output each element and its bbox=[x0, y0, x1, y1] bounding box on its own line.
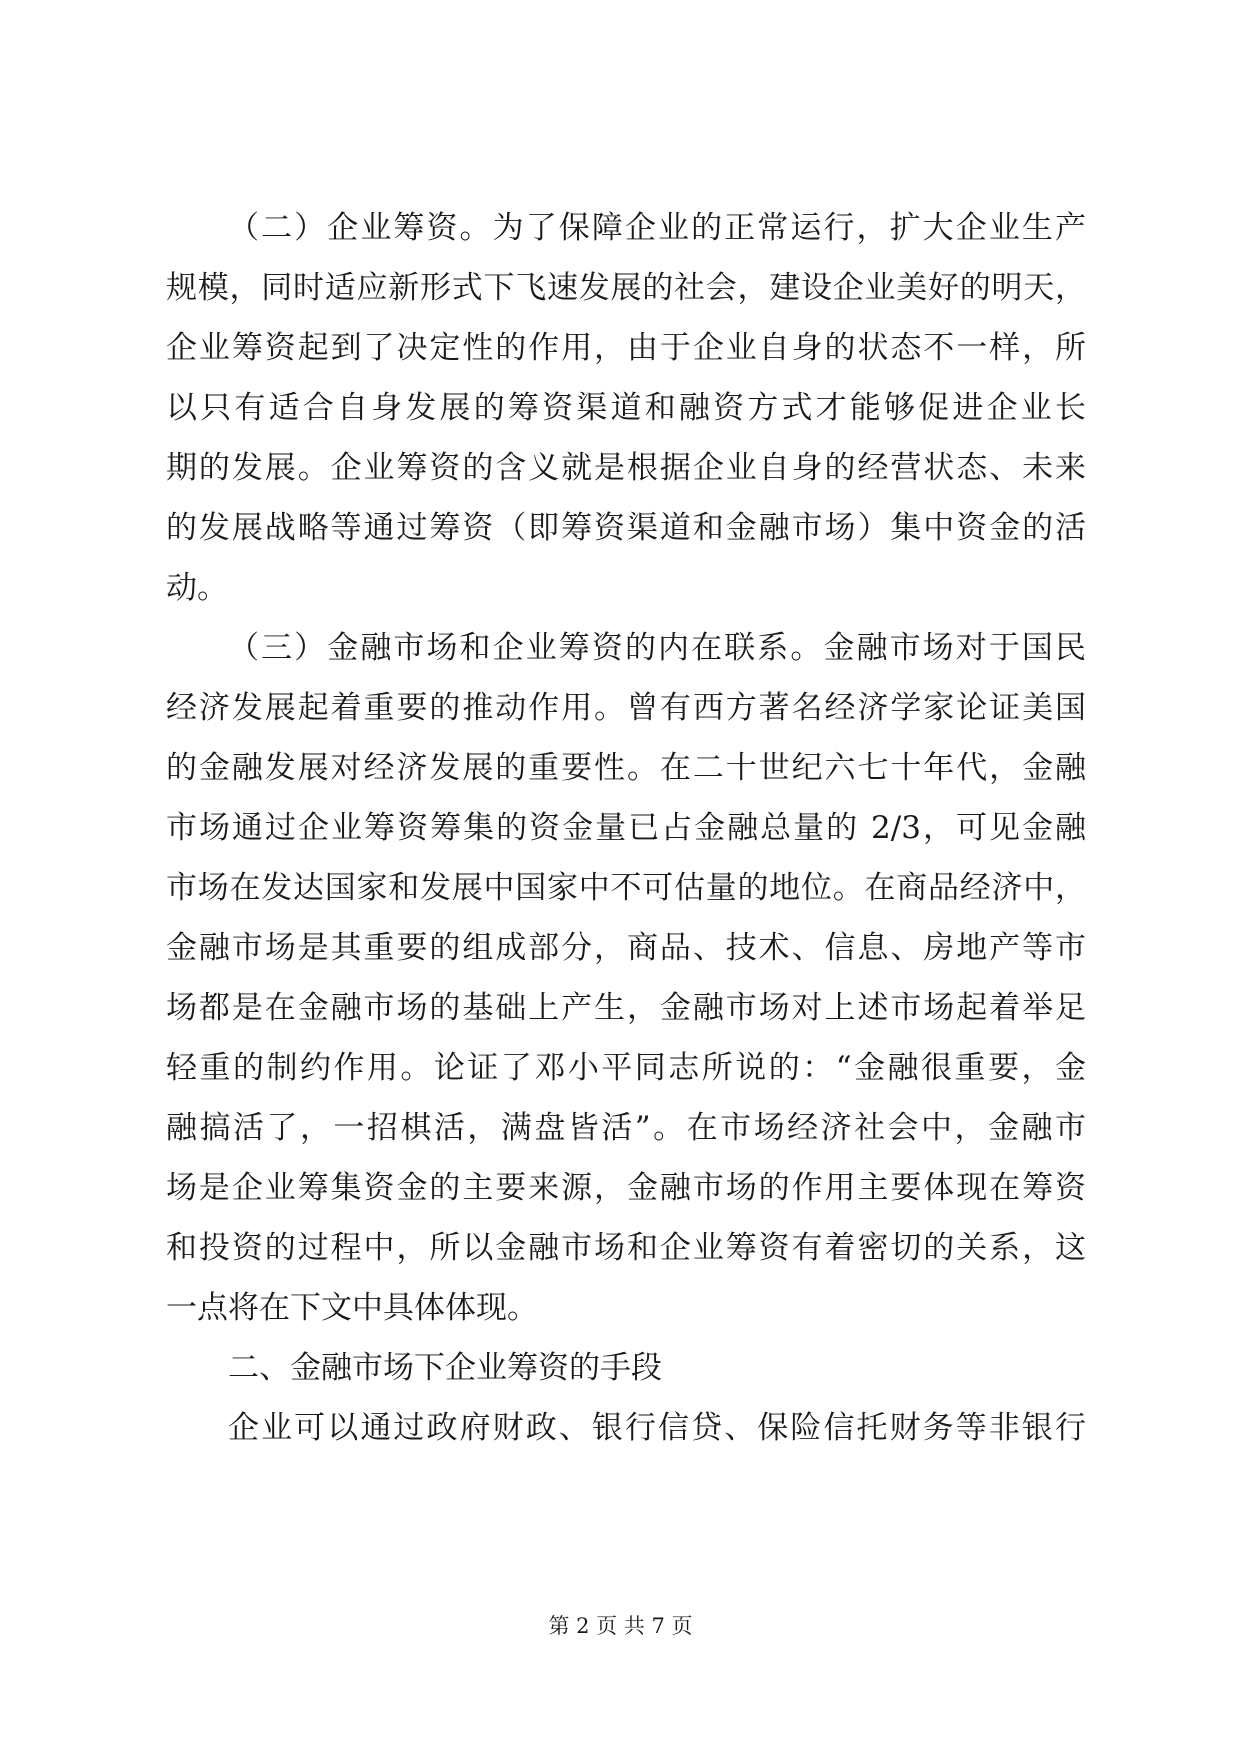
paragraph-3-line-1: （三）金融市场和企业筹资的内在联系。金融市场对于国民 bbox=[228, 630, 1086, 666]
paragraph-3-line-11: 和投资的过程中，所以金融市场和企业筹资有着密切的关系，这 bbox=[166, 1230, 1086, 1266]
paragraph-3-line-10: 场是企业筹集资金的主要来源，金融市场的作用主要体现在筹资 bbox=[166, 1170, 1086, 1206]
paragraph-3-line-5: 市场在发达国家和发展中国家中不可估量的地位。在商品经济中， bbox=[166, 870, 1086, 906]
paragraph-3-line-8: 轻重的制约作用。论证了邓小平同志所说的：“金融很重要，金 bbox=[166, 1050, 1086, 1086]
paragraph-3-line-3: 的金融发展对经济发展的重要性。在二十世纪六七十年代，金融 bbox=[166, 750, 1086, 786]
paragraph-2-line-4: 以只有适合自身发展的筹资渠道和融资方式才能够促进企业长 bbox=[166, 390, 1086, 426]
paragraph-4-line-1: 企业可以通过政府财政、银行信贷、保险信托财务等非银行 bbox=[228, 1410, 1086, 1446]
paragraph-2-line-2: 规模，同时适应新形式下飞速发展的社会，建设企业美好的明天， bbox=[166, 270, 1086, 306]
paragraph-3-line-4: 市场通过企业筹资筹集的资金量已占金融总量的 2/3，可见金融 bbox=[166, 810, 1086, 846]
section-heading: 二、金融市场下企业筹资的手段 bbox=[228, 1350, 662, 1386]
paragraph-3-line-6: 金融市场是其重要的组成部分，商品、技术、信息、房地产等市 bbox=[166, 930, 1086, 966]
paragraph-2-line-6: 的发展战略等通过筹资（即筹资渠道和金融市场）集中资金的活 bbox=[166, 510, 1086, 546]
paragraph-2-line-3: 企业筹资起到了决定性的作用，由于企业自身的状态不一样，所 bbox=[166, 330, 1086, 366]
paragraph-2-line-1: （二）企业筹资。为了保障企业的正常运行，扩大企业生产 bbox=[228, 210, 1086, 246]
paragraph-2-line-7: 动。 bbox=[166, 570, 228, 606]
paragraph-3-line-12: 一点将在下文中具体体现。 bbox=[166, 1290, 538, 1326]
paragraph-3-line-9: 融搞活了，一招棋活，满盘皆活”。在市场经济社会中，金融市 bbox=[166, 1110, 1086, 1146]
paragraph-2-line-5: 期的发展。企业筹资的含义就是根据企业自身的经营状态、未来 bbox=[166, 450, 1086, 486]
paragraph-3-line-2: 经济发展起着重要的推动作用。曾有西方著名经济学家论证美国 bbox=[166, 690, 1086, 726]
paragraph-3-line-7: 场都是在金融市场的基础上产生，金融市场对上述市场起着举足 bbox=[166, 990, 1086, 1026]
page-footer: 第 2 页 共 7 页 bbox=[548, 1614, 693, 1638]
